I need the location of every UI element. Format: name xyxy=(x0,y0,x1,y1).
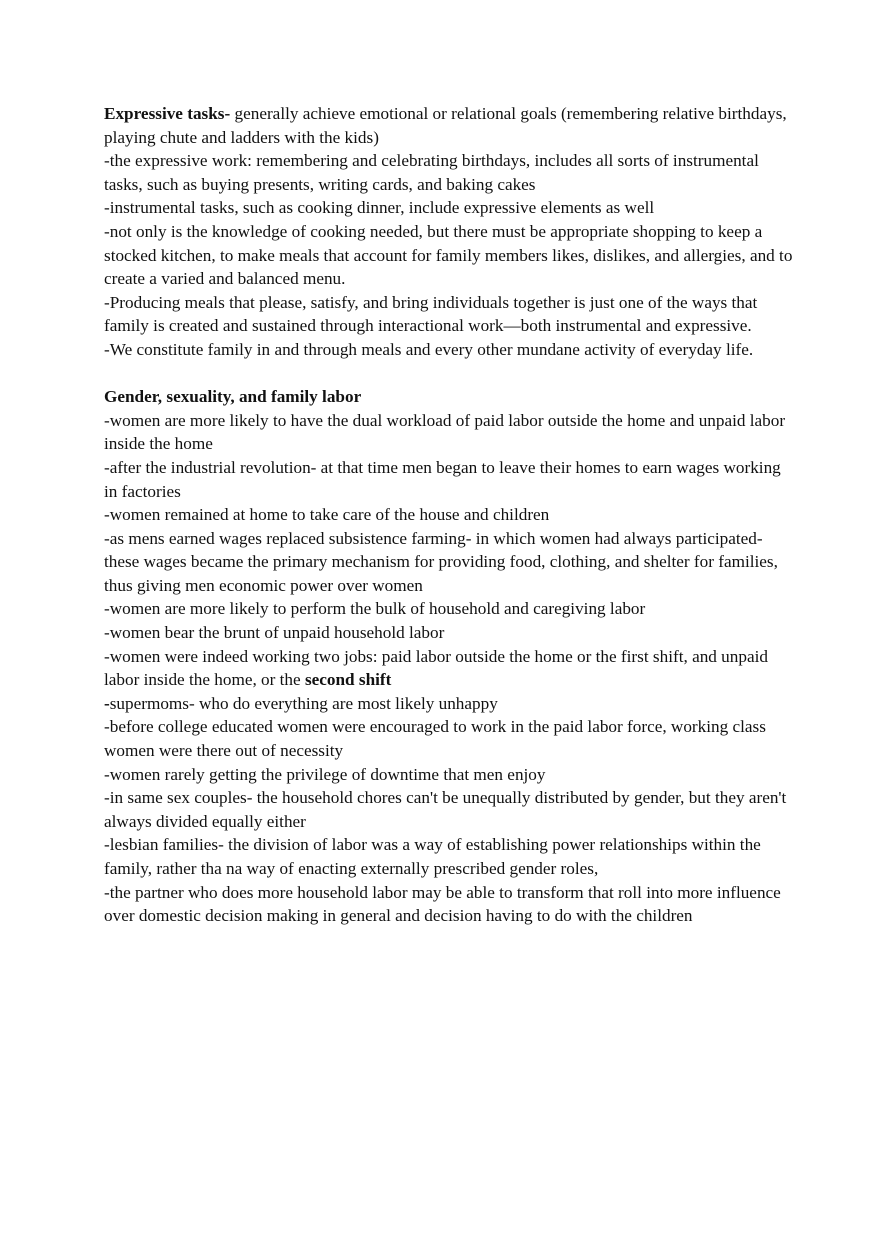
paragraph-line: -women are more likely to have the dual workload of paid labor outside the home and unpaid labor inside the home xyxy=(104,410,786,454)
paragraph-line: -instrumental tasks, such as cooking dinner, include expressive elements as well xyxy=(104,198,655,218)
paragraph-line: -Producing meals that please, satisfy, and bring individuals together is just one of the ways that family is created and sustained through interactional work—both instrumental and expressive. xyxy=(104,292,758,336)
expressive-tasks-definition xyxy=(104,102,794,149)
supermoms-dash: - xyxy=(104,693,110,713)
supermoms-line xyxy=(104,692,794,716)
paragraph-line: -the expressive work: remembering and celebrating birthdays, includes all sorts of instrumental tasks, such as buying presents, writing cards, and baking cakes xyxy=(104,151,759,194)
paragraph-line: -not only is the knowledge of cooking needed, but there must be appropriate shopping to keep a stocked kitchen, to make meals that account for family members likes, dislikes, and allergies, and to create a varied and balanced menu. xyxy=(104,221,793,289)
section-heading-gender-sexuality-family-labor: Gender, sexuality, and family labor xyxy=(104,387,362,407)
paragraph-line: -women bear the brunt of unpaid household labor xyxy=(104,623,445,643)
second-shift-text: -women were indeed working two jobs: paid labor outside the home or the first shift, and unpaid labor inside the home, or the xyxy=(104,646,768,690)
paragraph-line: -after the industrial revolution- at that time men began to leave their homes to earn wages working in factories xyxy=(104,457,781,501)
supermoms-text: supermoms- who do everything are most likely unhappy xyxy=(109,693,498,713)
second-shift-term: second shift xyxy=(304,670,392,690)
second-shift-line xyxy=(104,645,794,692)
paragraph-line: -We constitute family in and through meals and every other mundane activity of everyday life. xyxy=(104,339,754,359)
paragraph-line: -the partner who does more household labor may be able to transform that roll into more influence over domestic decision making in general and decision having to do with the children xyxy=(104,882,781,926)
paragraph-line: -women are more likely to perform the bulk of household and caregiving labor xyxy=(104,599,646,619)
paragraph-line: -as mens earned wages replaced subsistence farming- in which women had always participated- these wages became the primary mechanism for providing food, clothing, and shelter for families, thus giving men economic power over women xyxy=(104,528,778,595)
section-heading-expressive-tasks: Expressive tasks- xyxy=(104,104,231,123)
expressive-tasks-definition-text: generally achieve emotional or relational goals (remembering relative birthdays, playing chute and ladders with the kids) xyxy=(104,104,787,147)
paragraph-line: -women remained at home to take care of the house and children xyxy=(104,505,550,525)
paragraph-line: -lesbian families- the division of labor was a way of establishing power relationships within the family, rather tha na way of enacting externally prescribed gender roles, xyxy=(104,835,761,878)
section-spacer xyxy=(104,362,794,386)
paragraph-line: -before college educated women were encouraged to work in the paid labor force, working class women were there out of necessity xyxy=(104,717,766,761)
paragraph-line: -in same sex couples- the household chores can't be unequally distributed by gender, but they aren't always divided equally either xyxy=(104,788,787,831)
document-page xyxy=(104,102,794,928)
paragraph-line: -women rarely getting the privilege of downtime that men enjoy xyxy=(104,764,546,784)
